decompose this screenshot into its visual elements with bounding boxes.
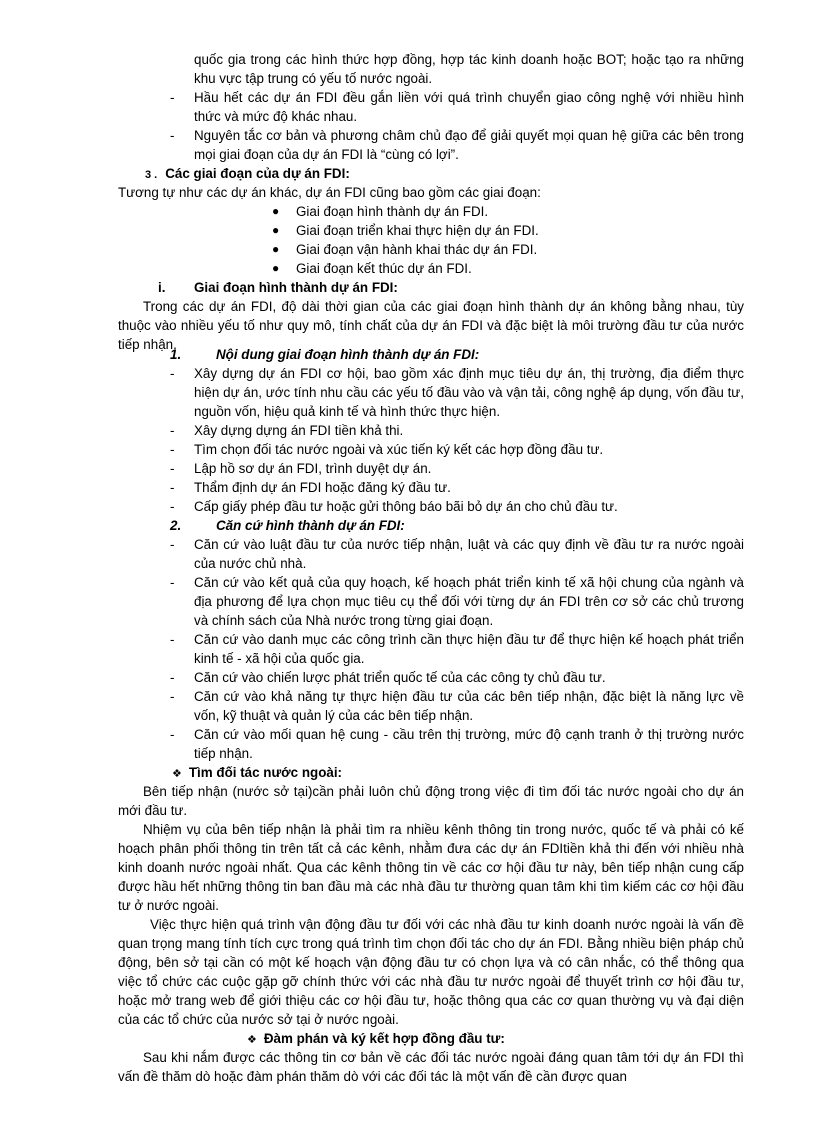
dash-marker: -: [170, 689, 175, 704]
subsection-title: Căn cứ hình thành dự án FDI:: [216, 518, 405, 533]
list-item-text: Xây dựng dự án FDI cơ hội, bao gồm xác định mục tiêu dự án, thị trường, địa điểm thực hiện dự án, ước tính nhu cầu các yếu tố đầu vào và vận tải, công nghệ áp dụng, vốn đầu tư, nguồn vốn, hiệu quả kinh tế và hình thức thực hiện.: [194, 366, 744, 419]
subsection-title: Nội dung giai đoạn hình thành dự án FDI:: [216, 347, 480, 362]
list-item: [170, 88, 744, 126]
dash-marker: -: [170, 575, 175, 590]
subsection-number: 1.: [170, 347, 182, 362]
bullet-icon: ●: [272, 242, 280, 256]
stage-text: Giai đoạn kết thúc dự án FDI.: [296, 261, 472, 276]
dash-marker: -: [170, 499, 175, 514]
subsection-title: Đàm phán và ký kết hợp đồng đầu tư:: [263, 1031, 505, 1046]
subsection-number: i.: [158, 280, 166, 295]
section-title: Các giai đoạn của dự án FDI:: [165, 166, 350, 181]
section-intro: Tương tự như các dự án khác, dự án FDI cũng bao gồm các giai đoạn:: [118, 185, 541, 200]
section-heading: [145, 164, 350, 185]
list-item-text: Xây dựng dựng án FDI tiền khả thi.: [194, 423, 404, 438]
list-item-text: Lập hồ sơ dự án FDI, trình duyệt dự án.: [194, 461, 432, 476]
dash-marker: -: [170, 632, 175, 647]
dash-marker: -: [170, 537, 175, 552]
subsection-number: 2.: [170, 518, 182, 533]
dash-marker: -: [170, 461, 175, 476]
list-item: [170, 725, 744, 763]
paragraph: Việc thực hiện quá trình vận động đầu tư đối với các nhà đầu tư kinh doanh nước ngoài là vấn đề quan trọng mang tính tích cực trong quá trình tìm chọn đối tác cho dự án FDI. Bằng nhiều biện pháp chủ động, bên sở tại cần có một kế hoạch vận động đầu tư có chọn lựa và có cân nhắc, có thể thông qua việc tổ chức các cuộc gặp gỡ chính thức với các nhà đầu tư nước ngoài để thuyết trình cơ hội đầu tư, hoặc mở trang web để giới thiệu các cơ hội đầu tư, hoặc thông qua các cơ quan thường vụ và đại diện của các tổ chức của nước sở tại ở nước ngoài.: [118, 917, 744, 1027]
dash-marker: -: [170, 727, 175, 742]
dash-marker: -: [170, 442, 175, 457]
stage-item: [272, 221, 539, 240]
list-item: [170, 478, 744, 497]
list-item-text: Thẩm định dự án FDI hoặc đăng ký đầu tư.: [194, 480, 451, 495]
list-item-text: Tìm chọn đối tác nước ngoài và xúc tiến ký kết các hợp đồng đầu tư.: [194, 442, 604, 457]
list-item: [170, 573, 744, 630]
stage-text: Giai đoạn triển khai thực hiện dự án FDI.: [296, 223, 539, 238]
list-item: [170, 668, 744, 687]
dash-marker: -: [170, 423, 175, 438]
list-item-text: Căn cứ vào danh mục các công trình cần thực hiện đầu tư để thực hiện kế hoạch phát triển kinh tế - xã hội của quốc gia.: [194, 632, 744, 666]
dash-marker: -: [170, 366, 175, 381]
diamond-bullet-icon: ❖: [172, 768, 182, 780]
subsection-heading: [158, 278, 398, 297]
bullet-icon: ●: [272, 223, 280, 237]
diamond-bullet-icon: ❖: [247, 1034, 257, 1046]
subsection-title: Giai đoạn hình thành dự án FDI:: [194, 280, 398, 295]
subsection-heading: [247, 1029, 505, 1050]
list-item-text: Căn cứ vào mối quan hệ cung - cầu trên thị trường, mức độ cạnh tranh ở thị trường nước tiếp nhận.: [194, 727, 744, 761]
list-item: [170, 421, 744, 440]
list-item: [170, 440, 744, 459]
paragraph: Trong các dự án FDI, độ dài thời gian của các giai đoạn hình thành dự án không bằng nhau, tùy thuộc vào nhiều yếu tố như quy mô, tính chất của dự án FDI và đặc biệt là môi trường đầu tư của nước tiếp nhận.: [118, 299, 744, 352]
section-number: 3 .: [145, 169, 158, 181]
list-item-text: Căn cứ vào kết quả của quy hoạch, kế hoạch phát triển kinh tế xã hội chung của ngành và địa phương để lựa chọn mục tiêu cụ thể đối với từng dự án FDI trên cơ sở các chủ trương và chính sách của Nhà nước trong từng giai đoạn.: [194, 575, 744, 628]
paragraph: Nhiệm vụ của bên tiếp nhận là phải tìm ra nhiều kênh thông tin trong nước, quốc tế và phải có kế hoạch phân phối thông tin trên tất cả các kênh, nhằm đưa các dự án FDItiền khả thi đến với nhiều nhà kinh doanh nước ngoài nhất. Qua các kênh thông tin về các cơ hội đầu tư này, bên tiếp nhận cung cấp được hầu hết những thông tin ban đầu mà các nhà đầu tư thường quan tâm khi tìm kiếm các cơ hội đầu tư ở nước ngoài.: [118, 822, 744, 913]
list-item-text: Căn cứ vào khả năng tự thực hiện đầu tư của các bên tiếp nhận, đặc biệt là năng lực về vốn, kỹ thuật và quản lý của các bên tiếp nhận.: [194, 689, 744, 723]
list-item-text: quốc gia trong các hình thức hợp đồng, hợp tác kinh doanh hoặc BOT; hoặc tạo ra những khu vực tập trung có yếu tố nước ngoài.: [194, 52, 744, 86]
stage-item: [272, 240, 537, 259]
stage-text: Giai đoạn hình thành dự án FDI.: [296, 204, 489, 219]
list-item: [170, 364, 744, 421]
list-item: [170, 497, 744, 516]
list-item-text: Căn cứ vào chiến lược phát triển quốc tế của các công ty chủ đầu tư.: [194, 670, 606, 685]
paragraph: Bên tiếp nhận (nước sở tại)cần phải luôn chủ động trong việc đi tìm đối tác nước ngoài cho dự án mới đầu tư.: [118, 784, 744, 818]
stage-text: Giai đoạn vận hành khai thác dự án FDI.: [296, 242, 538, 257]
subsection-title: Tìm đối tác nước ngoài:: [188, 765, 343, 780]
list-item-text: Cấp giấy phép đầu tư hoặc gửi thông báo bãi bỏ dự án cho chủ đầu tư.: [194, 499, 618, 514]
bullet-icon: ●: [272, 261, 280, 275]
bullet-icon: ●: [272, 204, 280, 218]
dash-marker: -: [170, 128, 175, 143]
list-item: [170, 126, 744, 164]
dash-marker: -: [170, 670, 175, 685]
subsection-heading: [172, 763, 342, 784]
dash-marker: -: [170, 480, 175, 495]
list-item: [170, 459, 744, 478]
stage-item: [272, 202, 488, 221]
list-item-continued: [170, 50, 744, 88]
list-item: [170, 630, 744, 668]
list-item: [170, 535, 744, 573]
paragraph: Sau khi nắm được các thông tin cơ bản về các đối tác nước ngoài đáng quan tâm tới dự án FDI thì vấn đề thăm dò hoặc đàm phán thăm dò với các đối tác là một vấn đề cần được quan: [118, 1050, 744, 1084]
list-item: [170, 687, 744, 725]
list-item-text: Hầu hết các dự án FDI đều gắn liền với quá trình chuyển giao công nghệ với nhiều hình thức và mức độ khác nhau.: [194, 90, 744, 124]
list-item-text: Nguyên tắc cơ bản và phương châm chủ đạo để giải quyết mọi quan hệ giữa các bên trong mọi giai đoạn của dự án FDI là “cùng có lợi”.: [194, 128, 744, 162]
stage-item: [272, 259, 472, 278]
list-item-text: Căn cứ vào luật đầu tư của nước tiếp nhận, luật và các quy định về đầu tư ra nước ngoài của nước chủ nhà.: [194, 537, 744, 571]
subsection-heading: [170, 516, 405, 535]
dash-marker: -: [170, 90, 175, 105]
subsection-heading: [170, 345, 479, 364]
